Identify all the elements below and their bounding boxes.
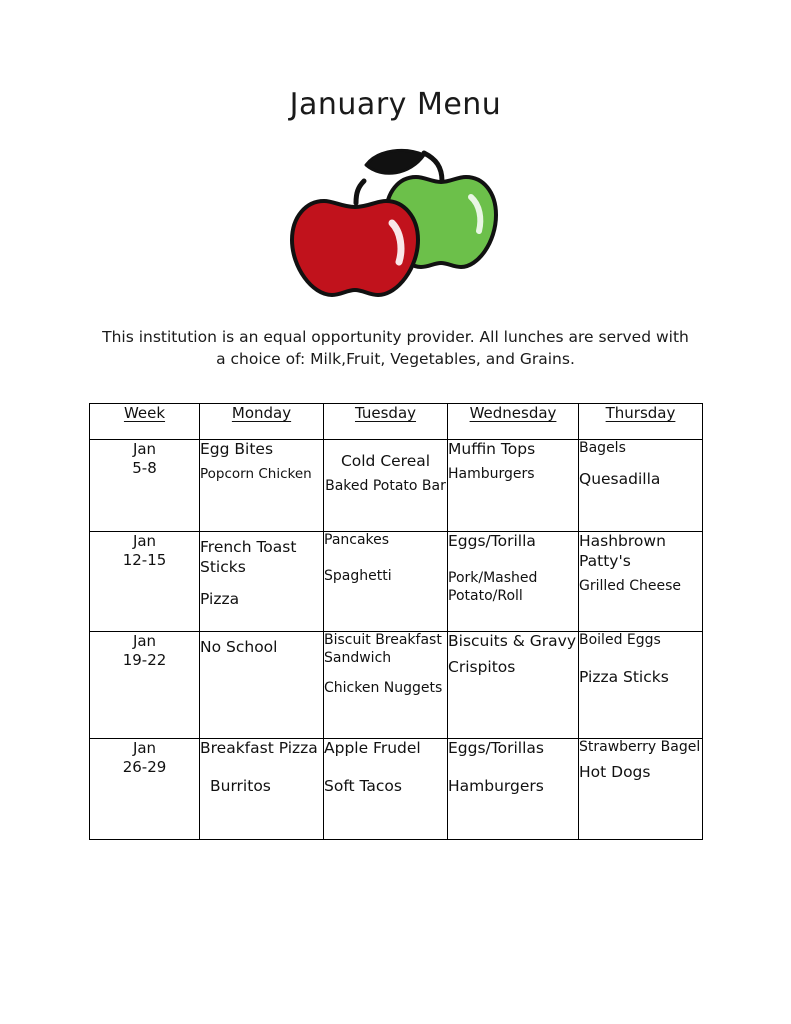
menu-cell-thursday: Strawberry Bagel Hot Dogs bbox=[579, 739, 703, 840]
menu-cell-tuesday: Cold Cereal Baked Potato Bar bbox=[324, 440, 448, 532]
column-header-thursday: Thursday bbox=[579, 404, 703, 440]
menu-cell-tuesday: Pancakes Spaghetti bbox=[324, 532, 448, 632]
two-apples-illustration bbox=[266, 139, 526, 304]
column-header-week: Week bbox=[90, 404, 200, 440]
menu-cell-monday: French Toast Sticks Pizza bbox=[200, 532, 324, 632]
table-row bbox=[90, 632, 703, 739]
menu-cell-monday: Breakfast Pizza Burritos bbox=[200, 739, 324, 840]
menu-cell-monday: No School bbox=[200, 632, 324, 739]
menu-cell-thursday: Boiled Eggs Pizza Sticks bbox=[579, 632, 703, 739]
menu-cell-tuesday: Biscuit Breakfast Sandwich Chicken Nuggets bbox=[324, 632, 448, 739]
column-header-wednesday: Wednesday bbox=[448, 404, 579, 440]
menu-cell-tuesday: Apple Frudel Soft Tacos bbox=[324, 739, 448, 840]
table-row bbox=[90, 739, 703, 840]
menu-cell-wednesday: Eggs/Torillas Hamburgers bbox=[448, 739, 579, 840]
page-title: January Menu bbox=[289, 87, 502, 122]
week-cell: Jan 12-15 bbox=[90, 532, 200, 632]
menu-cell-wednesday: Biscuits & Gravy Crispitos bbox=[448, 632, 579, 739]
equal-opportunity-notice: This institution is an equal opportunity provider. All lunches are served with a choice of: Milk,Fruit, Vegetables, and Grains. bbox=[102, 328, 689, 369]
week-cell: Jan 19-22 bbox=[90, 632, 200, 739]
week-cell: Jan 5-8 bbox=[90, 440, 200, 532]
menu-cell-wednesday: Eggs/Torilla Pork/Mashed Potato/Roll bbox=[448, 532, 579, 632]
menu-table-container bbox=[89, 403, 702, 840]
table-header-row bbox=[90, 404, 703, 440]
column-header-monday: Monday bbox=[200, 404, 324, 440]
menu-table bbox=[89, 403, 703, 840]
menu-cell-monday: Egg Bites Popcorn Chicken bbox=[200, 440, 324, 532]
column-header-tuesday: Tuesday bbox=[324, 404, 448, 440]
menu-cell-thursday: Bagels Quesadilla bbox=[579, 440, 703, 532]
table-row bbox=[90, 440, 703, 532]
menu-cell-thursday: Hashbrown Patty's Grilled Cheese bbox=[579, 532, 703, 632]
menu-cell-wednesday: Muffin Tops Hamburgers bbox=[448, 440, 579, 532]
week-cell: Jan 26-29 bbox=[90, 739, 200, 840]
table-row bbox=[90, 532, 703, 632]
